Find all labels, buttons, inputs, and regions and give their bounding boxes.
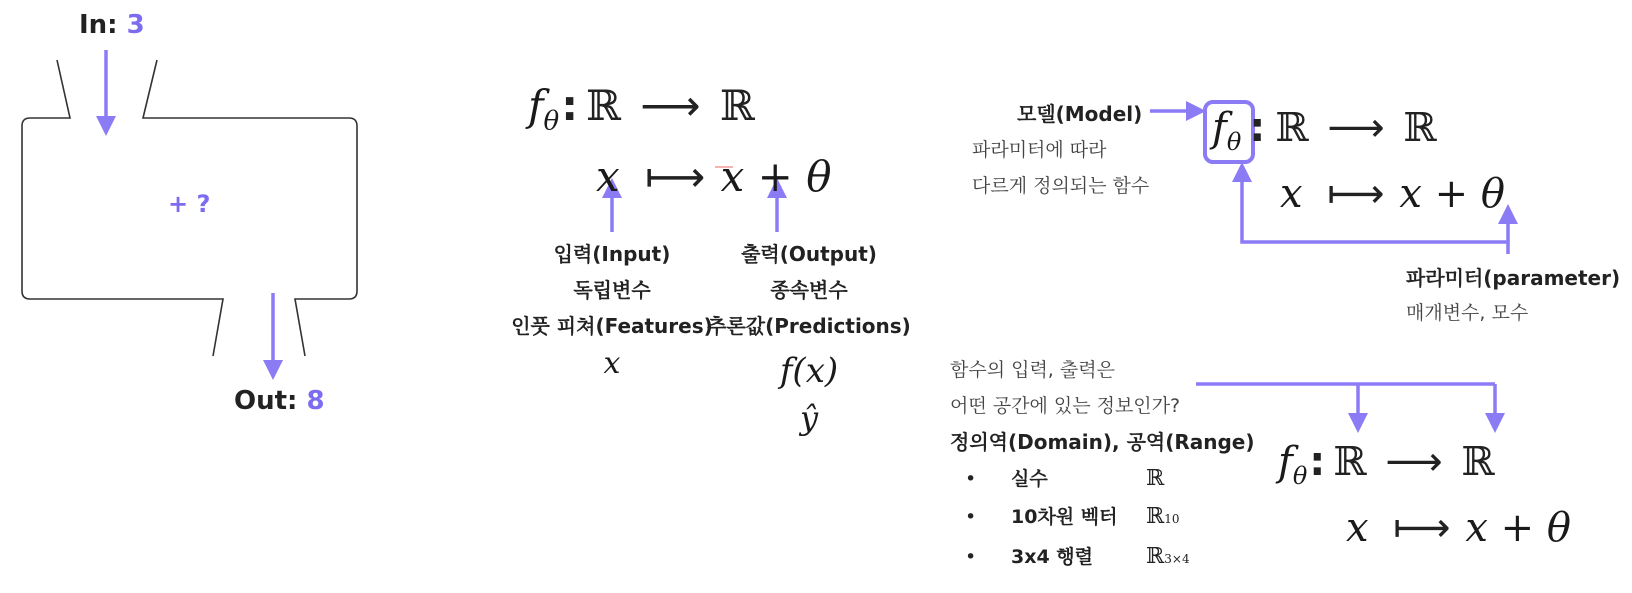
bullet: • (965, 506, 977, 528)
dr-mapsto: ⟼ (1393, 505, 1451, 551)
space-symbol: ℝ (1146, 466, 1165, 491)
out-text: Out: (234, 386, 298, 416)
space-item (965, 538, 1190, 578)
dr-domain: ℝ (1333, 439, 1367, 485)
input-symbol: x (603, 346, 621, 381)
model-formula (1212, 102, 1505, 220)
middle-formula (528, 78, 832, 205)
space-symbol: ℝ (1146, 544, 1165, 569)
dr-f-symbol: f (1278, 439, 1293, 485)
formula-line-2 (596, 149, 832, 205)
in-label (79, 10, 145, 40)
in-text: In: (79, 10, 118, 40)
space-item (965, 498, 1190, 538)
domain-range-formula (1278, 436, 1571, 554)
model-x: x (1280, 171, 1303, 217)
space-sup: 10 (1164, 512, 1180, 526)
dr-codomain: ℝ (1461, 439, 1495, 485)
bullet: • (965, 468, 977, 490)
space-sup: 3×4 (1164, 552, 1190, 566)
formula-line-1 (528, 78, 832, 149)
model-f-symbol: f (1212, 105, 1227, 151)
output-symbol-fx: f(x) (779, 351, 839, 391)
f-symbol: f (528, 81, 544, 130)
parameter-label: 파라미터(parameter) (1406, 266, 1621, 290)
input-x: x (596, 152, 620, 202)
space-list (965, 460, 1190, 578)
out-label (234, 386, 325, 416)
output-expr: x + θ (720, 152, 832, 202)
output-labels (697, 236, 921, 438)
parameter-description: 매개변수, 모수 (1406, 302, 1529, 324)
model-output: x + θ (1399, 171, 1505, 217)
domain-range-label: 정의역(Domain), 공역(Range) (950, 430, 1255, 454)
model-formula-line-2 (1280, 168, 1505, 220)
domain-range-connector (1196, 384, 1495, 415)
mapsto-arrow: ⟼ (645, 152, 706, 202)
in-value: 3 (126, 10, 145, 40)
dr-theta-sub: θ (1292, 462, 1308, 490)
box-operation: + ? (168, 190, 211, 218)
output-label-2: 종속변수 (770, 278, 848, 302)
question-line-1: 함수의 입력, 출력은 (950, 359, 1115, 381)
bullet: • (965, 546, 977, 568)
dr-colon: : (1309, 439, 1326, 485)
dr-x: x (1346, 505, 1369, 551)
model-formula-line-1 (1212, 102, 1505, 168)
theta-sub: θ (543, 106, 560, 137)
domain-reals: ℝ (586, 81, 621, 130)
codomain-reals: ℝ (719, 81, 755, 130)
out-value: 8 (306, 386, 325, 416)
model-colon: : (1249, 105, 1266, 151)
model-label: 모델(Model) (1017, 102, 1143, 126)
dr-formula-line-1 (1278, 436, 1571, 502)
dr-output: x + θ (1465, 505, 1571, 551)
output-label-3: 추론값(Predictions) (707, 314, 911, 338)
space-name: 실수 (1011, 468, 1048, 490)
space-name: 10차원 벡터 (1011, 506, 1118, 528)
model-domain: ℝ (1275, 105, 1309, 151)
space-name: 3x4 행렬 (1011, 546, 1094, 568)
model-desc-2: 다르게 정의되는 함수 (972, 175, 1150, 197)
output-symbol-yhat: ŷ (799, 399, 819, 437)
question-text (950, 352, 1180, 424)
model-description (972, 132, 1149, 204)
output-label-1: 출력(Output) (741, 242, 877, 266)
space-symbol: ℝ (1146, 504, 1165, 529)
model-desc-1: 파라미터에 따라 (972, 139, 1107, 161)
model-theta-sub: θ (1226, 128, 1242, 156)
colon: : (561, 81, 578, 130)
input-label-3: 인풋 피쳐(Features) (511, 314, 713, 338)
model-mapsto: ⟼ (1327, 171, 1385, 217)
maps-arrow: ⟶ (640, 81, 701, 130)
dr-maps-arrow: ⟶ (1385, 439, 1443, 485)
model-maps-arrow: ⟶ (1327, 105, 1385, 151)
space-item (965, 460, 1190, 498)
model-codomain: ℝ (1403, 105, 1437, 151)
dr-formula-line-2 (1346, 502, 1571, 554)
input-label-2: 독립변수 (573, 278, 651, 302)
question-line-2: 어떤 공간에 있는 정보인가? (950, 395, 1181, 417)
input-label-1: 입력(Input) (553, 242, 671, 266)
